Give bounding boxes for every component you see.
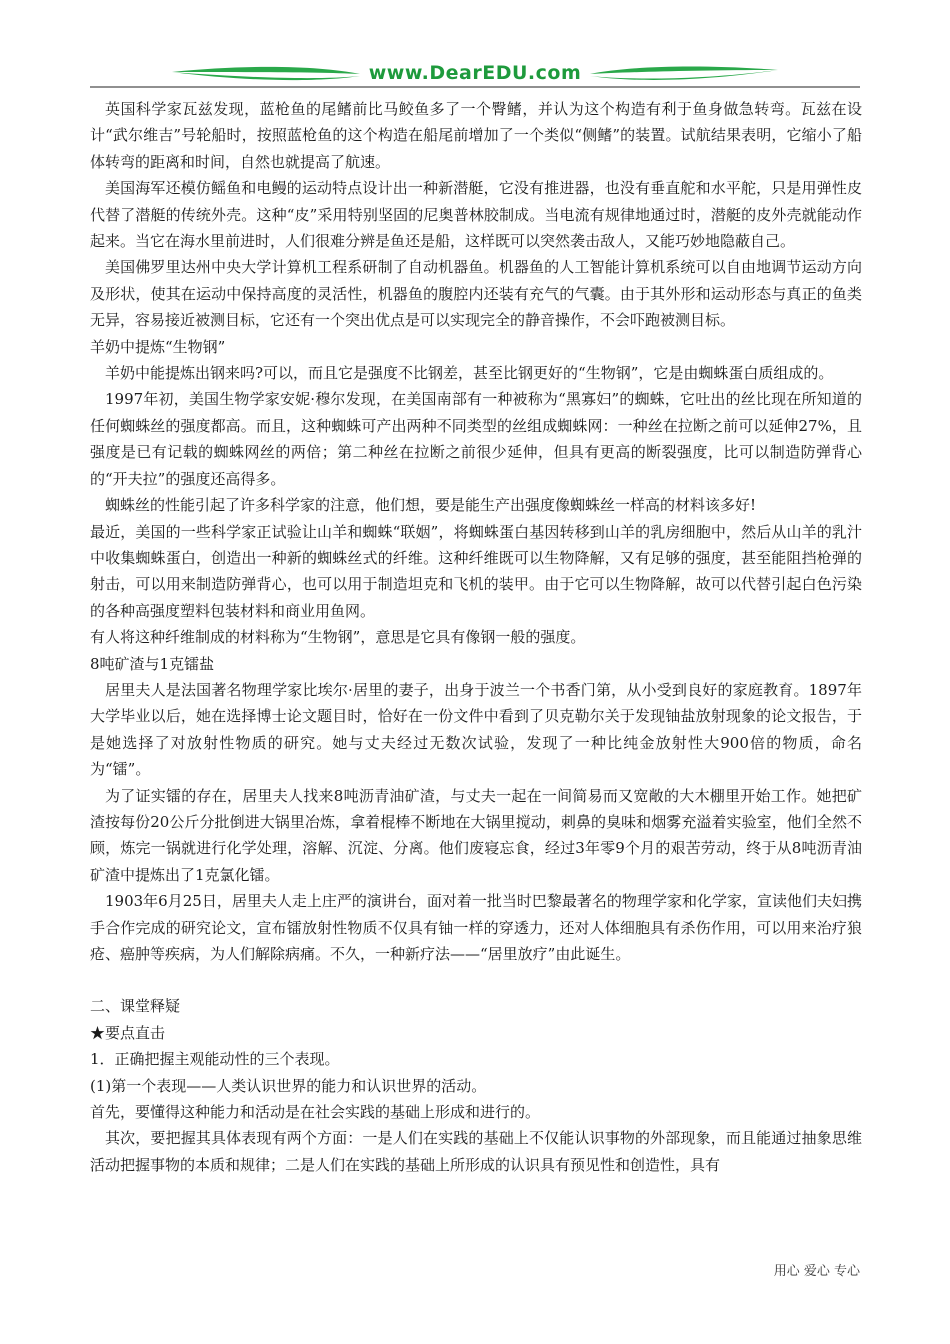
paragraph-black-widow: 1997年初，美国生物学家安妮·穆尔发现，在美国南部有一种被称为“黑寡妇”的蜘蛛，它吐出的丝比现在所知道的任何蜘蛛丝的强度都高。而且，这种蜘蛛可产出两种不同类型的丝组成蜘蛛网：一种丝在拉断之前可以延伸27%，且强度是已有记载的蜘蛛网丝的两倍；第二种丝在拉断之前很少延伸，但具有更高的断裂强度，比可以制造防弹背心的“开夫拉”的强度还高得多。 (90, 390, 862, 488)
paragraph-first: 首先，要懂得这种能力和活动是在社会实践的基础上形成和进行的。 (90, 1103, 541, 1122)
paragraph-spider-silk-interest: 蜘蛛丝的性能引起了许多科学家的注意，他们想，要是能生产出强度像蜘蛛丝一样高的材料该多好! (105, 496, 757, 515)
section-heading-radium: 8吨矿渣与1克镭盐 (90, 654, 215, 673)
paragraph-blue-marlin: 英国科学家瓦兹发现，蓝枪鱼的尾鳍前比马鲛鱼多了一个臀鳍，并认为这个构造有利于鱼身做急转弯。瓦兹在设计“武尔维吉”号轮船时，按照蓝枪鱼的这个构造在船尾前增加了一个类似“侧鳍”的装置。试航结果表明，它缩小了船体转弯的距离和时间，自然也就提高了航速。 (90, 100, 862, 171)
paragraph-curie-work: 为了证实镭的存在，居里夫人找来8吨沥青油矿渣，与丈夫一起在一间简易而又宽敞的大木棚里开始工作。她把矿渣按每份20公斤分批倒进大锅里冶炼，拿着棍棒不断地在大锅里搅动，刺鼻的臭味和烟雾充溢着实验室，他们全然不顾，炼完一锅就进行化学处理，溶解、沉淀、分离。他们废寝忘食，经过3年零9个月的艰苦劳动，终于从8吨沥青油矿渣中提炼出了1克氯化镭。 (90, 786, 862, 884)
section-gap (90, 967, 862, 993)
site-logo-text: www.DearEDU.com (368, 62, 582, 84)
list-subitem-1: (1)第一个表现——人类认识世界的能力和认识世界的活动。 (90, 1076, 487, 1095)
paragraph-curie-lecture: 1903年6月25日，居里夫人走上庄严的演讲台，面对着一批当时巴黎最著名的物理学家和化学家，宣读他们夫妇携手合作完成的研究论文，宣布镭放射性物质不仅具有铀一样的穿透力，还对人体细胞具有杀伤作用，可以用来治疗狼疮、癌肿等疾病，为人们解除病痛。不久，一种新疗法——“居里放疗”由此诞生。 (90, 892, 862, 963)
paragraph-goat-spider-gene: 最近，美国的一些科学家正试验让山羊和蜘蛛“联姻”，将蜘蛛蛋白基因转移到山羊的乳房细胞中，然后从山羊的乳汁中收集蜘蛛蛋白，创造出一种新的蜘蛛丝式的纤维。这种纤维既可以生物降解，又有足够的强度，甚至能阻挡枪弹的射击，可以用来制造防弹背心，也可以用于制造坦克和飞机的装甲。由于它可以生物降解，故可以代替引起白色污染的各种高强度塑料包装材料和商业用鱼网。 (90, 522, 862, 620)
subheading-key-points: ★要点直击 (90, 1023, 166, 1042)
paragraph-submarine: 美国海军还模仿鳐鱼和电鳗的运动特点设计出一种新潜艇，它没有推进器，也没有垂直舵和水平舵，只是用弹性皮代替了潜艇的传统外壳。这种“皮”采用特别坚固的尼奥普林胶制成。当电流有规律地通过时，潜艇的皮外壳就能动作起来。当它在海水里前进时，人们很难分辨是鱼还是船，这样既可以突然袭击敌人，又能巧妙地隐蔽自己。 (90, 179, 862, 251)
section-heading-class-qa: 二、课堂释疑 (90, 997, 181, 1016)
paragraph-goat-milk: 羊奶中能提炼出钢来吗?可以，而且它是强度不比钢差，甚至比钢更好的“生物钢”，它是由蜘蛛蛋白质组成的。 (105, 364, 834, 383)
page-header (90, 58, 860, 90)
paragraph-curie-intro: 居里夫人是法国著名物理学家比埃尔·居里的妻子，出身于波兰一个书香门第，从小受到良好的家庭教育。1897年大学毕业以后，她在选择博士论文题目时，恰好在一份文件中看到了贝克勒尔关于发现铀盐放射现象的论文报告，于是她选择了对放射性物质的研究。她与丈夫经过无数次试验，发现了一种比纯金放射性大900倍的物质，命名为“镭”。 (90, 680, 862, 779)
paragraph-second: 其次，要把握其具体表现有两个方面：一是人们在实践的基础上不仅能认识事物的外部现象，而且能通过抽象思维活动把握事物的本质和规律；二是人们在实践的基础上所形成的认识具有预见性和创造性，具有 (90, 1129, 862, 1174)
paragraph-biosteel-name: 有人将这种纤维制成的材料称为“生物钢”，意思是它具有像钢一般的强度。 (90, 628, 586, 647)
list-item-1: 1．正确把握主观能动性的三个表现。 (90, 1050, 340, 1069)
document-body (90, 96, 862, 1178)
paragraph-robot-fish: 美国佛罗里达州中央大学计算机工程系研制了自动机器鱼。机器鱼的人工智能计算机系统可以自由地调节运动方向及形状，使其在运动中保持高度的灵活性，机器鱼的腹腔内还装有充气的气囊。由于其外形和运动形态与真正的鱼类无异，容易接近被测目标，它还有一个突出优点是可以实现完全的静音操作，不会吓跑被测目标。 (90, 258, 862, 330)
section-heading-biosteel: 羊奶中提炼“生物钢” (90, 337, 226, 356)
page-footer: 用心 爱心 专心 (773, 1264, 860, 1279)
